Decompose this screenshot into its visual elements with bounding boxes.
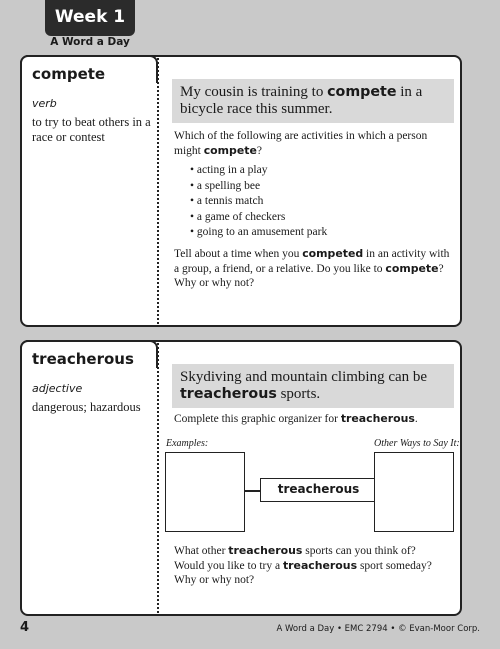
dotted-divider: [157, 55, 159, 327]
part-of-speech: verb: [32, 97, 57, 110]
question-text: Which of the following are activities in which a person might compete?: [174, 130, 428, 157]
definition: dangerous; hazardous: [32, 400, 141, 414]
dotted-divider: [157, 340, 159, 616]
examples-box[interactable]: [165, 452, 245, 532]
list-item: • going to an amusement park: [190, 225, 327, 241]
connector-line: [245, 490, 260, 492]
other-ways-label: Other Ways to Say It:: [374, 438, 460, 449]
part-of-speech: adjective: [32, 382, 83, 395]
list-item: • a game of checkers: [190, 210, 327, 226]
examples-label: Examples:: [166, 438, 209, 449]
prompt-text: Tell about a time when you competed in an activity with a group, a friend, or a relative. Do you like to compete? Why or why not?: [174, 247, 450, 289]
word-card-compete: [20, 55, 462, 327]
word-card-treacherous: [20, 340, 462, 616]
other-ways-box[interactable]: [374, 452, 454, 532]
word-title: treacherous: [32, 350, 134, 368]
list-item: • a spelling bee: [190, 179, 327, 195]
week-subtitle: A Word a Day: [50, 36, 130, 48]
followup-questions: What other treacherous sports can you think of? Would you like to try a treacherous sport someday? Why or why not?: [174, 544, 432, 586]
list-item: • a tennis match: [190, 194, 327, 210]
page-number: 4: [20, 620, 30, 635]
definition: to try to beat others in a race or contest: [32, 115, 151, 144]
footer-credit: A Word a Day • EMC 2794 • © Evan-Moor Corp.: [276, 624, 480, 634]
week-tab: Week 1: [45, 0, 135, 36]
activity-list: [190, 163, 327, 241]
word-title: compete: [32, 65, 106, 83]
example-sentence: Skydiving and mountain climbing can be treacherous sports.: [172, 364, 454, 408]
example-sentence: My cousin is training to compete in a bicycle race this summer.: [172, 79, 454, 123]
organizer-center-word: treacherous: [260, 478, 377, 502]
organizer-instruction: Complete this graphic organizer for treacherous.: [174, 412, 418, 425]
list-item: • acting in a play: [190, 163, 327, 179]
